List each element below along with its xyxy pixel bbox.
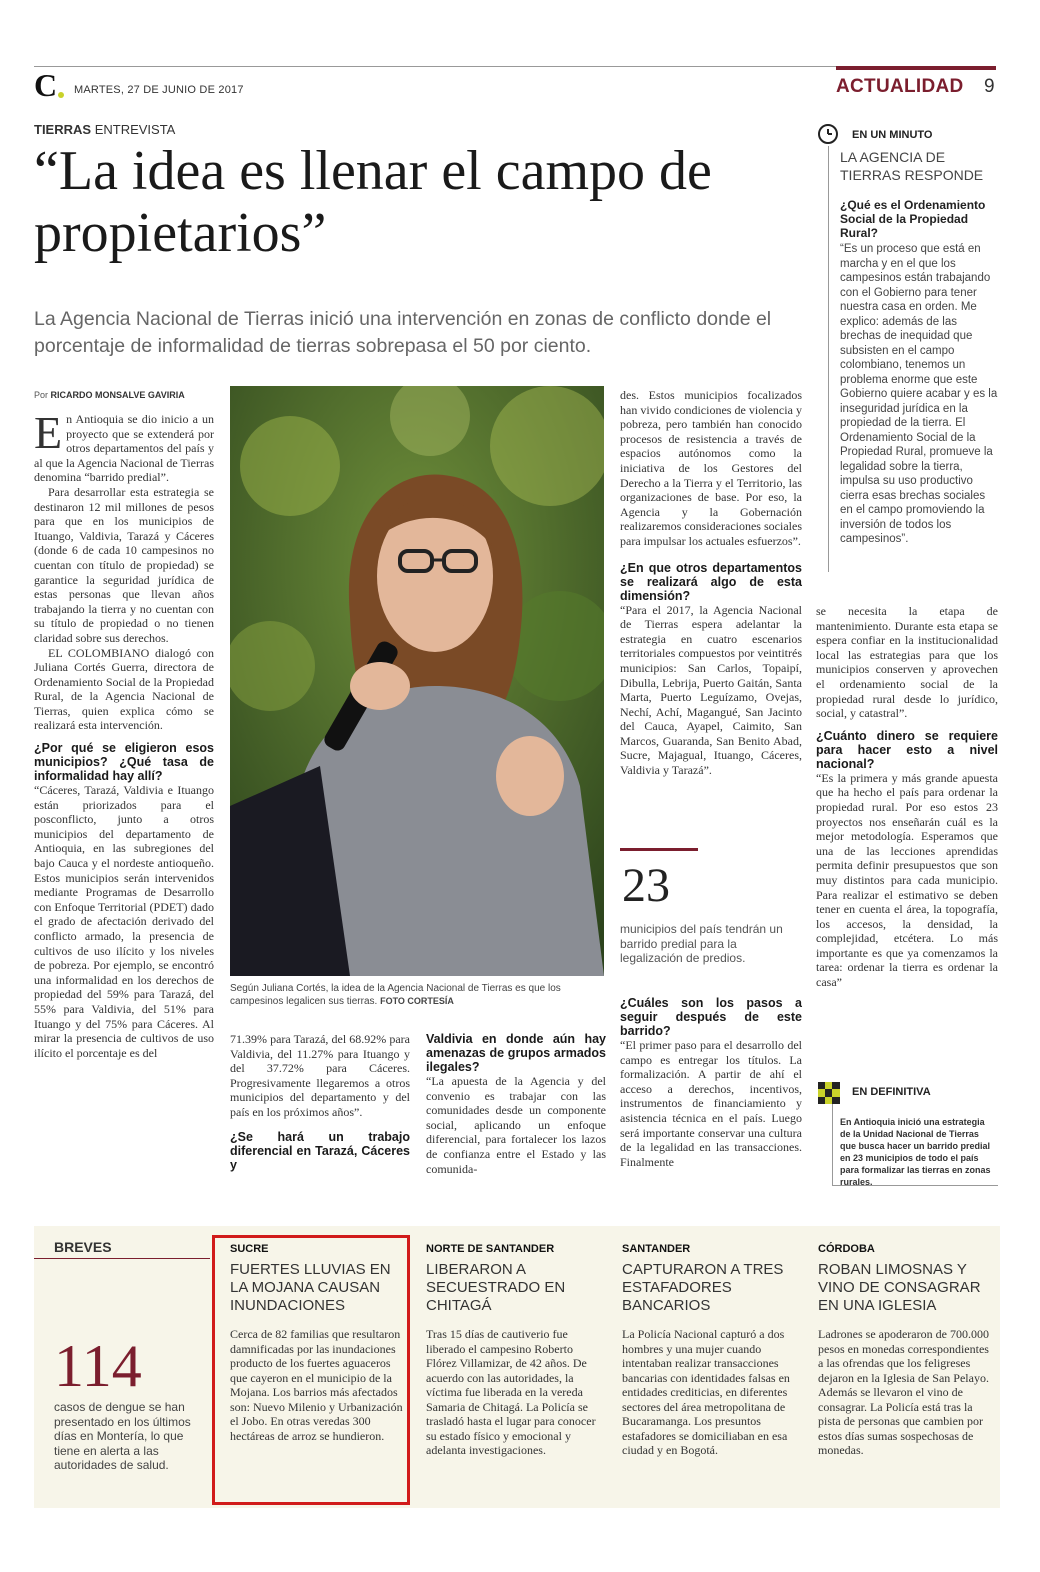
- article-column-4b: [620, 996, 802, 1169]
- headline: “La idea es llenar el campo de propietarios”: [34, 140, 712, 264]
- photo-credit: FOTO CORTESÍA: [380, 996, 454, 1006]
- paragraph: “Para el 2017, la Agencia Nacional de Tierras espera adelantar la estrategia en cuatro escenarios territoriales compuestos por veintitrés municipios: San Carlos, Topaipí, Dibulla, Lebrija, Puerto Gaitán, Santa Marta, Puerto Leguízamo, Ovejas, Nechí, Achí, Magangué, San Jacinto del Cauca, Ayapel, Caimito, San Marcos, Guaranda, San Benito Abad, Sucre, Majagual, Ituango, Cáceres, Valdivia y Tarazá”.: [620, 602, 802, 778]
- question-6: ¿Cuánto dinero se requiere para hacer esto a nivel nacional?: [816, 728, 998, 771]
- clock-hands: [820, 126, 836, 142]
- kicker: [34, 122, 175, 137]
- article-column-2: [230, 1032, 410, 1172]
- kicker-label: ENTREVISTA: [94, 122, 176, 137]
- paragraph: “Es la primera y más grande apuesta que ha hecho el país para ordenar la propiedad rural. Por eso estos 23 proyectos nos enseñarán cuál es la mejor metodología. Esperamos que una de las lecciones aprendidas permita definir presupuestos que son muy distintos para cada municipio. Para realizar el estimativo se deben tener en cuenta el área, la topografía, los accesos, la densidad, la complejidad, etcétera. Lo más importante es que ya comenzamos la tarea: ordenar la tierra es ordenar la casa”: [816, 770, 998, 990]
- question-4: ¿En que otros departamentos se realizará algo de esta dimensión?: [620, 560, 802, 603]
- dek: La Agencia Nacional de Tierras inició una intervención en zonas de conflicto donde el porcentaje de informalidad de tierras sobrepasa el 50 por ciento.: [34, 308, 772, 357]
- page-number: 9: [984, 76, 995, 97]
- paragraph: EL COLOMBIANO dialogó con Juliana Cortés Guerra, directora de Ordenamiento Social de la Propiedad Rural, de la Agencia Nacional de Tierras, quien explica cómo se realizará esta intervención.: [34, 645, 214, 733]
- breves-number-text: casos de dengue se han presentado en los últimos días en Montería, lo que tiene en alerta a las autoridades de salud.: [54, 1400, 191, 1472]
- issue-date: MARTES, 27 DE JUNIO DE 2017: [74, 84, 244, 96]
- article-column-4: [620, 388, 802, 778]
- paragraph: Para desarrollar esta estrategia se destinaron 12 mil millones de pesos para que en los municipios de Ituango, Valdivia, Tarazá y Cáceres (donde 6 de cada 10 campesinos no cuentan con título de propiedad) se garantice la seguridad jurídica de estas personas que llevan años trabajando la tierra y no cuentan con su título de propiedad o no tienen claridad sobre sus derechos.: [34, 484, 214, 645]
- brief-category: SANTANDER: [622, 1243, 691, 1255]
- question-3: Valdivia en donde aún hay amenazas de grupos armados ilegales?: [426, 1032, 606, 1074]
- brief-category: CÓRDOBA: [818, 1243, 875, 1255]
- caption-text: Según Juliana Cortés, la idea de la Agencia Nacional de Tierras es que los campesinos legalicen sus tierras.: [230, 983, 561, 1007]
- byline-name: RICARDO MONSALVE GAVIRIA: [50, 390, 185, 400]
- sidebar-title: LA AGENCIA DE TIERRAS RESPONDE: [840, 149, 984, 183]
- kicker-bold: TIERRAS: [34, 122, 92, 137]
- byline: [34, 390, 185, 400]
- byline-prefix: Por: [34, 390, 49, 400]
- paragraph: 71.39% para Tarazá, del 68.92% para Valdivia, del 11.27% para Ituango y del 37.72% para Cáceres. Progresivamente llegaremos a otros municipios del departamento y del país en los próximos años”.: [230, 1032, 410, 1119]
- article-column-5: [816, 604, 998, 990]
- brief-text: Tras 15 días de cautiverio fue liberado el campesino Roberto Flórez Villamizar, de 42 años. De acuerdo con las autoridades, la víctima fue liberada en la vereda Samaria de Chitagá. La Policía se trasladó hasta el lugar para conocer su estado físico y emocional y adelanta investigaciones.: [426, 1327, 596, 1457]
- breves-rule: [34, 1258, 210, 1259]
- question-2: ¿Se hará un trabajo diferencial en Tarazá, Cáceres y: [230, 1129, 410, 1172]
- definitiva-text: En Antioquia inició una estrategia de la Unidad Nacional de Tierras que busca hacer un barrido predial en 23 municipios de todo el país para formalizar las tierras en zonas rurales.: [840, 1117, 991, 1187]
- dropcap: E: [34, 407, 63, 458]
- paragraph: “Cáceres, Tarazá, Valdivia e Ituango están priorizados para el posconflicto, junto a otros municipios del departamento de Antioquia, en las subregiones del bajo Cauca y el nordeste antioqueño. Estos municipios serán intervenidos mediante Programas de Desarrollo con Enfoque Territorial (PDET) dado el grado de afectación derivado del conflicto armado, la presencia de cultivos de uso ilícito y los niveles de pobreza. Por ejemplo, se encontró una informalidad en los derechos de propiedad del 59% para Tarazá, del 55% para Valdivia, del 51% para Ituango y del 75% para Cáceres. Al mirar la presencia de cultivos de uso ilícito el porcentaje es del: [34, 783, 214, 1060]
- paragraph: se necesita la etapa de mantenimiento. Durante esta etapa se espera confiar en la institucionalidad local las estrategias para que los municipios conserven y aprovechen el ordenamiento social de la propiedad rural desde lo jurídico, social, y catastral”.: [816, 604, 998, 721]
- brief-item: [426, 1243, 602, 1458]
- question-1: ¿Por qué se eligieron esos municipios? ¿Qué tasa de informalidad hay allí?: [34, 741, 214, 784]
- article-column-1: [34, 407, 214, 1060]
- brief-text: La Policía Nacional capturó a dos hombres y una mujer cuando intentaban realizar transacciones bancarias con identidades falsas en entidades crediticias, en diferentes sectores del área metropolitana de Bucaramanga. Los presuntos estafadores se domiciliaban en esa ciudad y en Bogotá.: [622, 1327, 790, 1457]
- puzzle-icon: [818, 1082, 840, 1104]
- paragraph: n Antioquia se dio inicio a un proyecto que se extenderá por otros departamentos del país y al que la Agencia Nacional de Tierras denomina “barrido predial”.: [34, 412, 214, 485]
- photo-caption: [230, 982, 604, 1008]
- brief-category: SUCRE: [230, 1243, 269, 1255]
- brief-headline: LIBERARON A SECUESTRADO EN CHITAGÁ: [426, 1261, 566, 1314]
- section-bar: [836, 66, 996, 70]
- breves-number: 114: [54, 1333, 142, 1399]
- sidebar-label: EN UN MINUTO: [852, 129, 933, 141]
- definitiva-label: EN DEFINITIVA: [852, 1086, 931, 1098]
- logo-dot: [58, 92, 64, 98]
- clock-icon: [818, 124, 838, 144]
- paragraph: “El primer paso para el desarrollo del campo es entregar los títulos. La formalización. A partir de ahí el acceso a derechos, incentivos, instrumentos de financiamiento y asistencia técnica en el país. Luego será importante conservar una cultura de la legalidad en las transacciones. Finalmente: [620, 1038, 802, 1169]
- paragraph: des. Estos municipios focalizados han vivido condiciones de violencia y pobreza, pero también han conocido procesos de resistencia a través de espacios autónomos como la iniciativa de los Gestores del Derecho a la Tierra y el Territorio, las organizaciones de base. Por eso, la Agencia y la Gobernación realizaremos consideraciones sociales para impulsar los actuales esfuerzos”.: [620, 388, 802, 548]
- brief-headline: FUERTES LLUVIAS EN LA MOJANA CAUSAN INUNDACIONES: [230, 1261, 391, 1314]
- section-name: ACTUALIDAD: [836, 76, 964, 97]
- sidebar-rule: [828, 146, 829, 572]
- brief-item: [622, 1243, 798, 1458]
- sidebar-answer: “Es un proceso que está en marcha y en el que los campesinos están trabajando con el Gobierno para tener nuestra casa en orden. Me explico: además de las brechas de inequidad que subsisten en el campo colombiano, tenemos un problema enorme que este Gobierno quiere acabar y es la inseguridad jurídica en la propiedad de la tierra. El Ordenamiento Social de la Propiedad Rural, promueve la legalidad sobre la tierra, impulsa su uso productivo cierra esas brechas sociales en el campo promoviendo la inversión de todos los campesinos”.: [840, 243, 998, 545]
- brief-category: NORTE DE SANTANDER: [426, 1243, 555, 1255]
- highlight-box: [212, 1235, 410, 1505]
- brief-item: [818, 1243, 994, 1458]
- stat-text: municipios del país tendrán un barrido predial para la legalización de predios.: [620, 922, 783, 965]
- article-column-3: [426, 1032, 606, 1176]
- brief-headline: ROBAN LIMOSNAS Y VINO DE CONSAGRAR EN UNA IGLESIA: [818, 1261, 981, 1314]
- brief-text: Cerca de 82 familias que resultaron damnificadas por las inundaciones producto de los fuertes aguaceros que cayeron en el municipio de la Mojana. Los barrios más afectados son: Nuevo Milenio y Urbanización el Jobo. En otras veredas 300 hectáreas de arroz se hundieron.: [230, 1327, 403, 1443]
- logo: C: [34, 67, 58, 103]
- stat-rule: [620, 848, 698, 851]
- brief-headline: CAPTURARON A TRES ESTAFADORES BANCARIOS: [622, 1261, 784, 1314]
- interview-photo: [230, 386, 604, 976]
- paragraph: “La apuesta de la Agencia y del convenio es trabajar con las comunidades desde un componente social, aplicando un enfoque diferencial, para fortalecer los lazos de confianza entre el Estado y las comunida-: [426, 1074, 606, 1176]
- breves-title: BREVES: [54, 1239, 112, 1255]
- definitiva-icon: [818, 1082, 840, 1104]
- stat-number: 23: [622, 859, 670, 912]
- sidebar-question: ¿Qué es el Ordenamiento Social de la Propiedad Rural?: [840, 198, 986, 240]
- photo-illustration: [230, 386, 604, 976]
- brief-text: Ladrones se apoderaron de 700.000 pesos en monedas correspondientes a las ofrendas que los feligreses dejaron en la Iglesia de San Pelayo. Además se llevaron el vino de consagrar. La Policía está tras la pista de personas que cambien por estos días sumas sospechosas de monedas.: [818, 1327, 989, 1457]
- question-5: ¿Cuáles son los pasos a seguir después de este barrido?: [620, 996, 802, 1038]
